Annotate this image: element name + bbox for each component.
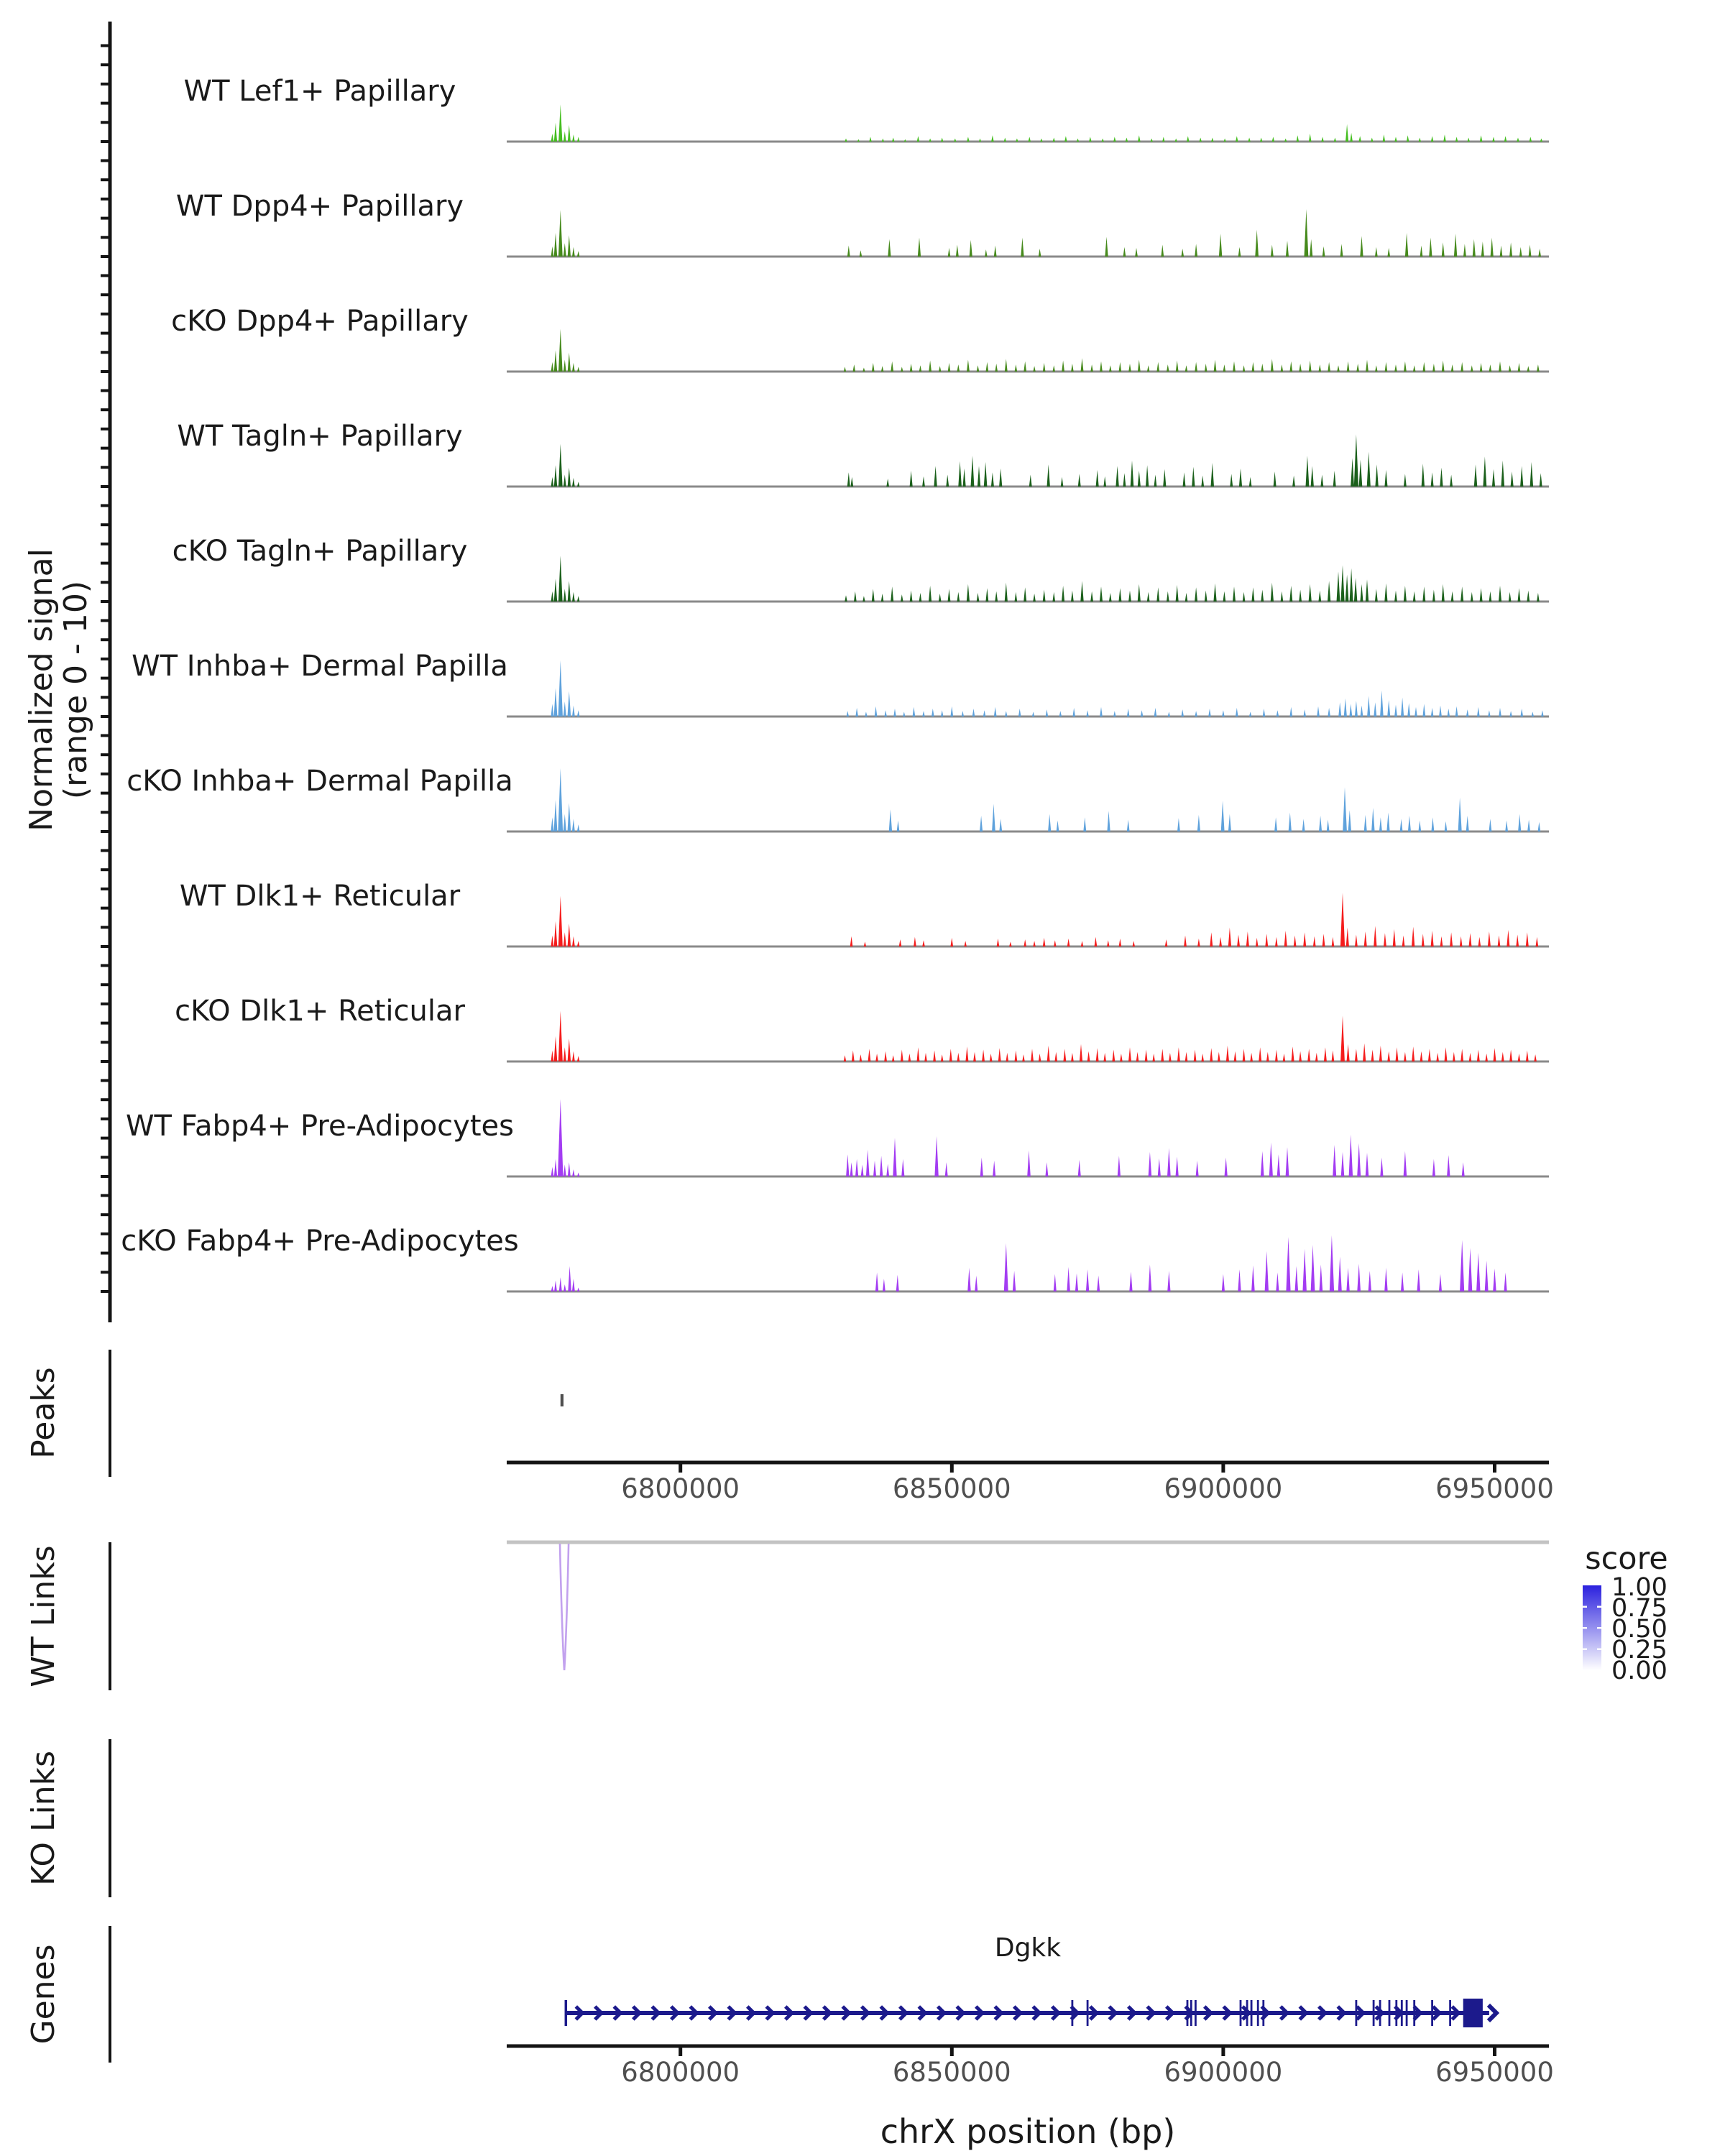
signal-spikes	[551, 209, 1541, 257]
axis-tick-label: 6800000	[621, 2057, 740, 2088]
signal-spikes	[551, 893, 1539, 946]
y-axis-label-line2: (range 0 - 10)	[58, 580, 94, 800]
track-label: cKO Inhba+ Dermal Papilla	[126, 765, 513, 798]
y-axis-label-line1: Normalized signal	[23, 548, 60, 831]
wt-links-arcs	[560, 1544, 569, 1670]
signal-tracks	[121, 75, 1549, 1291]
signal-track-row	[184, 75, 1549, 142]
score-legend-tick-labels	[1611, 1573, 1668, 1685]
signal-track-row	[180, 880, 1549, 946]
signal-spikes	[551, 660, 1544, 717]
track-label: WT Fabp4+ Pre-Adipocytes	[126, 1110, 514, 1143]
signal-spikes	[551, 434, 1542, 487]
axis-tick-label: 6850000	[892, 1473, 1011, 1504]
score-legend-tick-label: 0.75	[1611, 1594, 1668, 1623]
axis-tick-label: 6900000	[1164, 1473, 1283, 1504]
signal-track-row	[172, 535, 1549, 602]
track-label: WT Dlk1+ Reticular	[179, 880, 461, 913]
score-legend-tick-label: 1.00	[1611, 1573, 1668, 1602]
link-arc	[560, 1544, 569, 1670]
track-label: WT Lef1+ Papillary	[183, 75, 456, 108]
gene	[566, 1933, 1496, 2027]
signal-spikes	[551, 329, 1540, 372]
track-label: WT Tagln+ Papillary	[177, 420, 463, 453]
genome-axis-top-ticks	[621, 1462, 1554, 1504]
ko-links-section-label: KO Links	[25, 1750, 62, 1886]
peaks-section-label: Peaks	[25, 1367, 62, 1459]
axis-tick-label: 6800000	[621, 1473, 740, 1504]
track-label: cKO Dpp4+ Papillary	[171, 305, 469, 338]
signal-spikes	[551, 1235, 1507, 1291]
score-legend-title: score	[1585, 1541, 1668, 1577]
track-label: cKO Dlk1+ Reticular	[175, 995, 465, 1028]
genome-axis-bottom-ticks	[621, 2046, 1554, 2088]
signal-track-row	[132, 650, 1549, 717]
score-legend-tick-label: 0.50	[1611, 1615, 1668, 1644]
gene-end-arrow	[1489, 2005, 1496, 2021]
signal-spikes	[551, 556, 1540, 602]
peak-interval	[561, 1394, 564, 1406]
signal-track-row	[177, 420, 1549, 487]
signal-track-row	[126, 1099, 1549, 1176]
signal-track-row	[121, 1225, 1549, 1291]
score-legend-tick-label: 0.25	[1611, 1636, 1668, 1664]
signal-track-row	[175, 995, 1549, 1061]
signal-track-row	[126, 765, 1549, 831]
peaks-track	[561, 1394, 564, 1406]
gene-model-track	[566, 1933, 1496, 2027]
genes-section-label: Genes	[25, 1944, 62, 2045]
terminal-exon-box	[1463, 1999, 1483, 2027]
signal-spikes	[551, 104, 1543, 142]
signal-spikes	[551, 1011, 1537, 1061]
signal-spikes	[551, 1099, 1465, 1176]
track-label: cKO Tagln+ Papillary	[172, 535, 468, 568]
axis-tick-label: 6950000	[1435, 2057, 1554, 2088]
track-label: WT Dpp4+ Papillary	[175, 190, 464, 223]
signal-spikes	[551, 768, 1540, 831]
wt-links-section-label: WT Links	[25, 1545, 62, 1687]
axis-tick-label: 6900000	[1164, 2057, 1283, 2088]
track-label: cKO Fabp4+ Pre-Adipocytes	[121, 1225, 519, 1258]
gene-name-label: Dgkk	[994, 1933, 1062, 1963]
signal-track-row	[176, 190, 1549, 257]
signal-track-row	[171, 305, 1549, 372]
axis-tick-label: 6950000	[1435, 1473, 1554, 1504]
axis-tick-label: 6850000	[892, 2057, 1011, 2088]
track-label: WT Inhba+ Dermal Papilla	[132, 650, 508, 683]
x-axis-label: chrX position (bp)	[880, 2112, 1176, 2151]
score-legend-tick-label: 0.00	[1611, 1657, 1668, 1685]
